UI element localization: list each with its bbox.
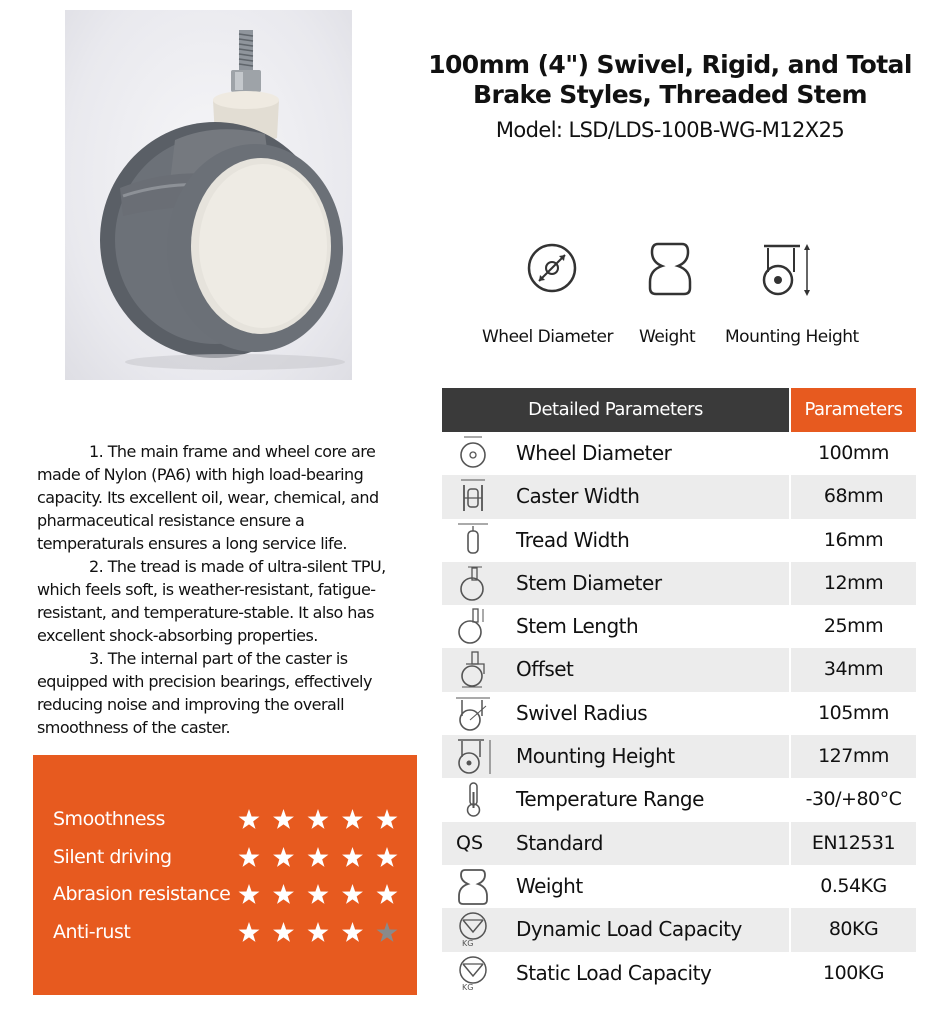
star-filled-icon (377, 884, 398, 904)
thermometer-icon (448, 780, 498, 819)
offset-icon (448, 650, 498, 689)
parameter-name: Swivel Radius (516, 700, 648, 725)
table-row (442, 519, 916, 562)
star-filled-icon (342, 884, 363, 904)
parameter-name: Temperature Range (516, 787, 704, 812)
rating-row-silent-driving (53, 842, 413, 872)
star-filled-icon (377, 847, 398, 867)
stars-svg (237, 842, 407, 872)
parameter-value: 34mm (823, 658, 884, 681)
star-filled-icon (273, 847, 294, 867)
header-detailed-parameters: Detailed Parameters (442, 388, 789, 432)
product-photo (65, 10, 352, 380)
parameter-value: 100KG (823, 961, 884, 984)
product-description (37, 440, 412, 739)
mounting-height-icon (760, 242, 812, 303)
parameter-name: Caster Width (516, 484, 640, 509)
parameter-value: 12mm (823, 571, 884, 594)
rating-row-abrasion-resistance (53, 879, 413, 909)
rating-row-anti-rust (53, 917, 413, 947)
stem-length-icon (448, 607, 498, 646)
star-filled-icon (308, 922, 329, 942)
table-row (442, 648, 916, 691)
table-row (442, 822, 916, 865)
table-row (442, 908, 916, 951)
parameter-name: Offset (516, 657, 574, 682)
table-row (442, 692, 916, 735)
rating-panel (33, 755, 417, 995)
table-row (442, 865, 916, 908)
weight-icon (648, 242, 692, 301)
star-filled-icon (342, 809, 363, 829)
parameter-name: Tread Width (516, 527, 630, 552)
table-row (442, 562, 916, 605)
table-body (442, 432, 916, 995)
parameter-value: EN12531 (811, 831, 896, 854)
star-filled-icon (342, 922, 363, 942)
parameter-value: 105mm (818, 701, 889, 724)
model-number: Model: LSD/LDS-100B-WG-M12X25 (495, 118, 845, 142)
description-paragraph: 2. The tread is made of ultra-silent TPU, which feels soft, is weather-resistant, fatigue-resistant, and temperature-stable. It also has excellent shock-absorbing properties. (37, 557, 386, 645)
table-row (442, 605, 916, 648)
stars-svg (237, 917, 407, 947)
mounting-height-icon (448, 737, 498, 776)
table-row (442, 432, 916, 475)
star-filled-icon (273, 922, 294, 942)
standard-qs-icon: QS (456, 831, 484, 854)
star-filled-icon (308, 809, 329, 829)
feature-label-weight: Weight (639, 327, 696, 347)
rating-label: Smoothness (53, 808, 165, 830)
rating-row-smoothness (53, 804, 413, 834)
star-filled-icon (308, 847, 329, 867)
star-filled-icon (377, 809, 398, 829)
star-rating (237, 804, 407, 839)
star-filled-icon (273, 884, 294, 904)
parameter-value: -30/+80°C (805, 788, 902, 811)
table-row (442, 475, 916, 518)
load-kg-label: KG (462, 982, 474, 992)
table-row (442, 952, 916, 995)
parameter-name: Weight (516, 873, 583, 898)
parameters-table (442, 388, 916, 995)
star-filled-icon (342, 847, 363, 867)
rating-label: Silent driving (53, 846, 172, 868)
rating-label: Anti-rust (53, 921, 131, 943)
product-title: 100mm (4") Swivel, Rigid, and Total Brake Styles, Threaded Stem (428, 50, 912, 109)
table-row (442, 778, 916, 821)
parameter-value: 100mm (818, 442, 889, 464)
parameter-value: 127mm (818, 745, 889, 768)
parameter-name: Mounting Height (516, 744, 675, 769)
swivel-radius-icon (448, 694, 498, 733)
parameter-value: 80KG (828, 918, 879, 941)
feature-label-wheel-diameter: Wheel Diameter (482, 327, 613, 347)
stars-svg (237, 879, 407, 909)
parameter-value: 0.54KG (820, 874, 887, 897)
star-filled-icon (239, 809, 260, 829)
star-rating (237, 879, 407, 914)
wheel-diameter-icon (448, 434, 498, 473)
star-filled-icon (239, 847, 260, 867)
caster-wheel-image (65, 10, 352, 380)
stars-svg (237, 804, 407, 834)
description-paragraph: 3. The internal part of the caster is equipped with precision bearings, effectively reducing noise and improving the overall smoothness of the caster. (37, 649, 372, 737)
star-filled-icon (273, 809, 294, 829)
star-rating (237, 917, 407, 952)
star-filled-icon (239, 922, 260, 942)
caster-width-icon (448, 477, 498, 516)
load-kg-label: KG (462, 939, 474, 949)
star-rating (237, 842, 407, 877)
table-row (442, 735, 916, 778)
tread-width-icon (448, 521, 498, 560)
description-paragraph: 1. The main frame and wheel core are made of Nylon (PA6) with high load-bearing capacity. Its excellent oil, wear, chemical, and pharmaceutical resistance ensure a temperaturals ensures a long service life. (37, 442, 379, 553)
wheel-diameter-icon (526, 242, 578, 299)
feature-label-mounting-height: Mounting Height (725, 327, 859, 347)
stem-diameter-icon (448, 564, 498, 603)
parameter-name: Standard (516, 830, 603, 855)
parameter-value: 25mm (823, 615, 884, 638)
table-header (442, 388, 916, 432)
parameter-value: 68mm (823, 485, 884, 508)
parameter-name: Static Load Capacity (516, 960, 712, 985)
parameter-name: Stem Length (516, 614, 639, 639)
star-filled-icon (239, 884, 260, 904)
parameter-name: Stem Diameter (516, 570, 662, 595)
parameter-name: Dynamic Load Capacity (516, 917, 742, 942)
star-empty-icon (377, 922, 398, 942)
parameter-name: Wheel Diameter (516, 441, 672, 465)
header-parameters: Parameters (791, 388, 916, 432)
weight-icon (448, 867, 498, 906)
rating-label: Abrasion resistance (53, 883, 231, 905)
parameter-value: 16mm (823, 528, 884, 551)
star-filled-icon (308, 884, 329, 904)
